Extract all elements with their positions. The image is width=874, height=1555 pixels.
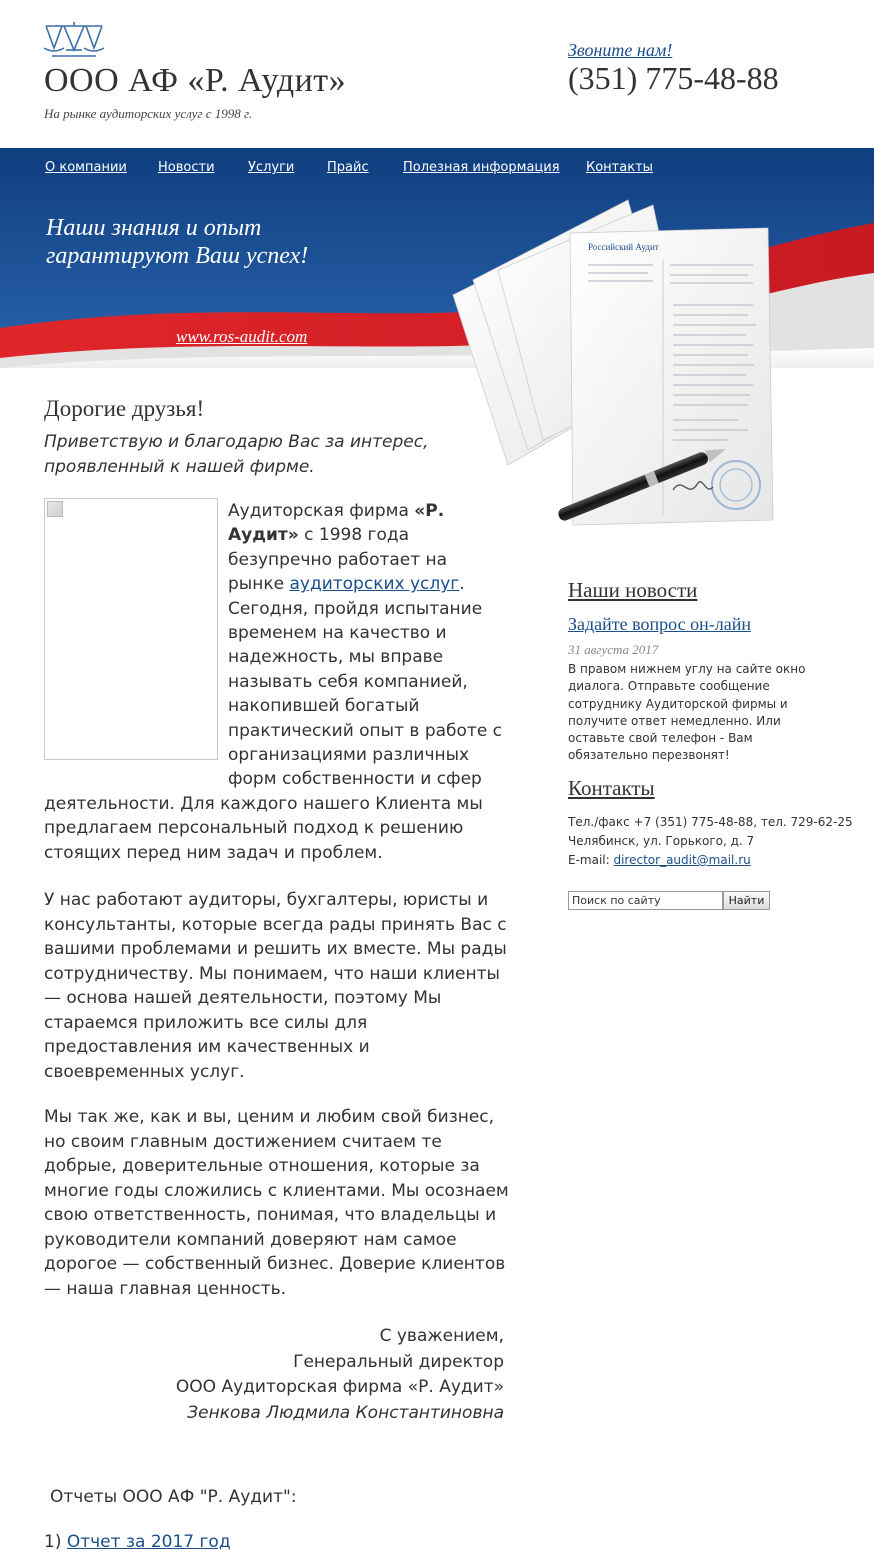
news-text: В правом нижнем углу на сайте окно диалога. Отправьте сообщение сотруднику Аудиторской фирмы и получите ответ немедленно. Или оставьте свой телефон - Вам обязательно перезвонят! (568, 662, 806, 763)
nav-item-contacts[interactable]: Контакты (586, 160, 653, 175)
doc-brand-text: Российский Аудит (588, 242, 659, 252)
contacts-heading[interactable]: Контакты (568, 776, 655, 800)
main-nav (0, 148, 874, 188)
reports-title: Отчеты ООО АФ "Р. Аудит": (50, 1487, 297, 1507)
banner-slogan (46, 214, 308, 270)
report-number: 1) (44, 1532, 67, 1552)
nav-item-news[interactable]: Новости (158, 160, 215, 175)
contact-phone: Тел./факс +7 (351) 775-48-88, тел. 729-62-25 (568, 815, 853, 829)
header-phone: (351) 775-48-88 (568, 60, 779, 96)
sign-position: Генеральный директор (293, 1351, 504, 1372)
email-label: E-mail: (568, 853, 614, 867)
news-date: 31 августа 2017 (568, 642, 659, 657)
news-item-link[interactable]: Задайте вопрос он-лайн (568, 614, 751, 634)
intro-mid: с 1998 года безупречно работает на рынке (228, 525, 448, 595)
report-2017-link[interactable]: Отчет за 2017 год (66, 1532, 231, 1552)
slogan-line-1: Наши знания и опыт (46, 215, 262, 241)
tagline: На рынке аудиторских услуг с 1998 г. (44, 106, 253, 121)
nav-item-services[interactable]: Услуги (248, 160, 295, 175)
company-name: ООО АФ «Р. Аудит» (44, 62, 347, 99)
sign-company: ООО Аудиторская фирма «Р. Аудит» (175, 1377, 504, 1397)
nav-item-price[interactable]: Прайс (327, 160, 369, 175)
sign-director-name: Зенкова Людмила Константиновна (187, 1402, 504, 1423)
contact-email (568, 853, 751, 867)
sign-regards: С уважением, (379, 1326, 504, 1346)
paragraph-values: Мы так же, как и вы, ценим и любим свой бизнес, но своим главным достижением считаем те добрые, доверительные отношения, которые за многие годы сложились с клиентами. Мы осознаем свою ответственность, понимая, что владельцы и руководители компаний доверяют нам самое дорогое — собственный бизнес. Доверие клиентов — наша главная ценность. (44, 1107, 509, 1299)
report-item (44, 1532, 231, 1552)
intro-rest: . Сегодня, пройдя испытание временем на качество и надежность, мы вправе называть себя компанией, накопившей богатый практический опыт в работе с организациями различных форм собственности и сфер деятельности. Для каждого нашего Клиента мы предлагаем персональный подход к решению стоящих перед ним задач и проблем. (44, 574, 503, 863)
page-subtitle: Приветствую и благодарю Вас за интерес, проявленный к нашей фирме. (44, 432, 429, 477)
news-heading[interactable]: Наши новости (568, 578, 698, 602)
scales-logo-icon[interactable] (44, 20, 104, 60)
nav-item-useful-info[interactable]: Полезная информация (403, 160, 560, 175)
nav-item-about[interactable]: О компании (45, 160, 127, 175)
signature-block (176, 1324, 504, 1426)
audit-services-link[interactable]: аудиторских услуг (289, 574, 460, 595)
contact-address: Челябинск, ул. Горького, д. 7 (568, 834, 755, 848)
search-button[interactable]: Найти (723, 891, 770, 910)
search-input[interactable] (568, 891, 723, 910)
slogan-line-2: гарантируют Ваш успех! (46, 243, 309, 269)
intro-paragraph (44, 499, 504, 865)
page-title: Дорогие друзья! (44, 396, 205, 421)
intro-company-bold: «Р. Аудит» (228, 501, 445, 546)
site-url-link[interactable]: www.ros-audit.com (176, 327, 308, 346)
photo-float-space (44, 499, 228, 781)
call-us-link[interactable]: Звоните нам! (568, 40, 673, 60)
paragraph-team: У нас работают аудиторы, бухгалтеры, юристы и консультанты, которые всегда рады принять Вас с вашими проблемами и решить их вместе. Мы рады сотрудничеству. Мы понимаем, что наши клиенты — основа нашей деятельности, поэтому Мы стараемся приложить все силы для предоставления им качественных и своевременных услуг. (44, 890, 507, 1082)
email-link[interactable]: director_audit@mail.ru (613, 853, 751, 867)
intro-prefix: Аудиторская фирма (228, 501, 415, 521)
